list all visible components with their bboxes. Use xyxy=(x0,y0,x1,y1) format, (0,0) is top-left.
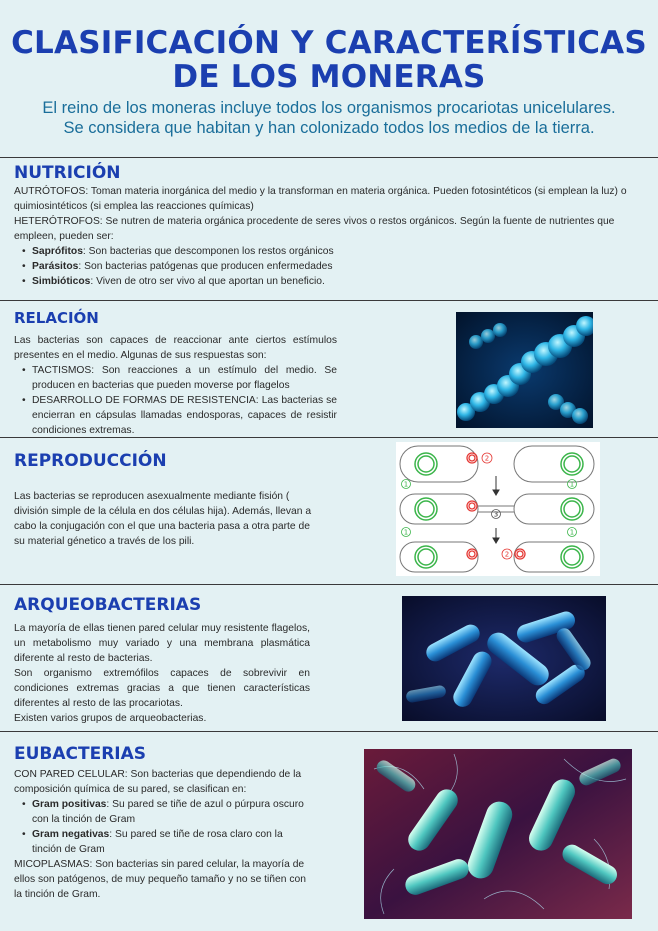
list-item: • Gram negativas: Su pared se tiñe de rosa claro con la tinción de Gram xyxy=(22,827,314,857)
arqueo-p3: Existen varios grupos de arqueobacterias. xyxy=(14,713,207,724)
arqueobacterias-body xyxy=(14,621,310,726)
svg-text:1: 1 xyxy=(569,528,575,537)
section-title-reproduccion: REPRODUCCIÓN xyxy=(14,451,167,471)
divider xyxy=(0,584,658,585)
title-line-1: CLASIFICACIÓN Y CARACTERÍSTICAS xyxy=(11,25,647,61)
relacion-list xyxy=(14,363,337,438)
list-item: • Parásitos: Son bacterias patógenas que producen enfermedades xyxy=(22,259,644,274)
nutricion-autotrofos: AUTRÓTOFOS: Toman materia inorgánica del medio y la transforman en materia orgánica. Pueden fotosintéticos (si emplean la luz) o quimiosintéticos (si emplea las reacciones químicas) xyxy=(14,186,627,212)
arqueo-p1: La mayoría de ellas tienen pared celular muy resistente flagelos, un metabolismo muy variado y una membrana plasmática diferente al resto de bacterias. xyxy=(14,623,310,664)
section-title-nutricion: NUTRICIÓN xyxy=(14,163,121,183)
svg-text:2: 2 xyxy=(504,550,510,559)
relacion-body xyxy=(14,333,337,438)
nutricion-list xyxy=(14,244,644,289)
relacion-intro: Las bacterias son capaces de reaccionar ante ciertos estímulos presentes en el medio. Algunas de sus respuestas son: xyxy=(14,335,337,361)
divider xyxy=(0,300,658,301)
section-title-eubacterias: EUBACTERIAS xyxy=(14,744,147,764)
reproduccion-body: Las bacterias se reproducen asexualmente mediante fisión ( división simple de la célula en dos células hija). Además, llevan a cabo la conjugación con el que una bacteria pasa a otra parte de su material génetico a través de los pili. xyxy=(14,491,312,547)
svg-text:2: 2 xyxy=(484,454,490,463)
svg-text:1: 1 xyxy=(403,528,409,537)
intro-line-2: Se considera que habitan y han colonizado todos los medios de la tierra. xyxy=(63,119,595,137)
page-title xyxy=(0,26,658,94)
list-item: • Saprófitos: Son bacterias que descomponen los restos orgánicos xyxy=(22,244,644,259)
svg-text:3: 3 xyxy=(493,510,499,519)
bacilli-image xyxy=(402,596,606,721)
conjugation-diagram xyxy=(396,442,600,576)
section-title-relacion: RELACIÓN xyxy=(14,309,99,327)
list-item: • TACTISMOS: Son reacciones a un estímulo del medio. Se producen en bacterias que pueden moverse por flagelos xyxy=(22,363,337,393)
divider xyxy=(0,731,658,732)
title-line-2: DE LOS MONERAS xyxy=(172,59,486,95)
list-item: • DESARROLLO DE FORMAS DE RESISTENCIA: Las bacterias se encierran en cápsulas llamadas endosporas, capaces de resistir condiciones extremas. xyxy=(22,393,337,438)
intro-line-1: El reino de los moneras incluye todos los organismos procariotas unicelulares. xyxy=(42,99,616,117)
arqueo-p2: Son organismo extremófilos capaces de sobrevivir en condiciones extremas gracias a que tienen características diferentes al resto de las procariotas. xyxy=(14,668,310,709)
nutricion-body xyxy=(14,184,644,289)
eubacterias-list xyxy=(14,797,314,857)
section-title-arqueobacterias: ARQUEOBACTERIAS xyxy=(14,595,202,615)
list-item: • Gram positivas: Su pared se tiñe de azul o púrpura oscuro con la tinción de Gram xyxy=(22,797,314,827)
eubacterias-pared-celular: CON PARED CELULAR: Son bacterias que dependiendo de la composición química de su pared, se clasifican en: xyxy=(14,769,302,795)
nutricion-heterotrofos: HETERÓTROFOS: Se nutren de materia orgánica procedente de seres vivos o restos orgánicos. Según la fuente de nutrientes que empleen, pueden ser: xyxy=(14,216,615,242)
divider xyxy=(0,437,658,438)
intro-text xyxy=(10,98,648,138)
svg-text:1: 1 xyxy=(569,480,575,489)
eubacterias-micoplasmas: MICOPLASMAS: Son bacterias sin pared celular, la mayoría de ellos son patógenos, de muy pequeño tamaño y no se tiñen con la tinción de Gram. xyxy=(14,859,306,900)
list-item: • Simbióticos: Viven de otro ser vivo al que aportan un beneficio. xyxy=(22,274,644,289)
eubacteria-image xyxy=(364,749,632,919)
streptococcus-image xyxy=(456,312,593,428)
divider xyxy=(0,157,658,158)
eubacterias-body xyxy=(14,767,314,902)
svg-text:1: 1 xyxy=(403,480,409,489)
